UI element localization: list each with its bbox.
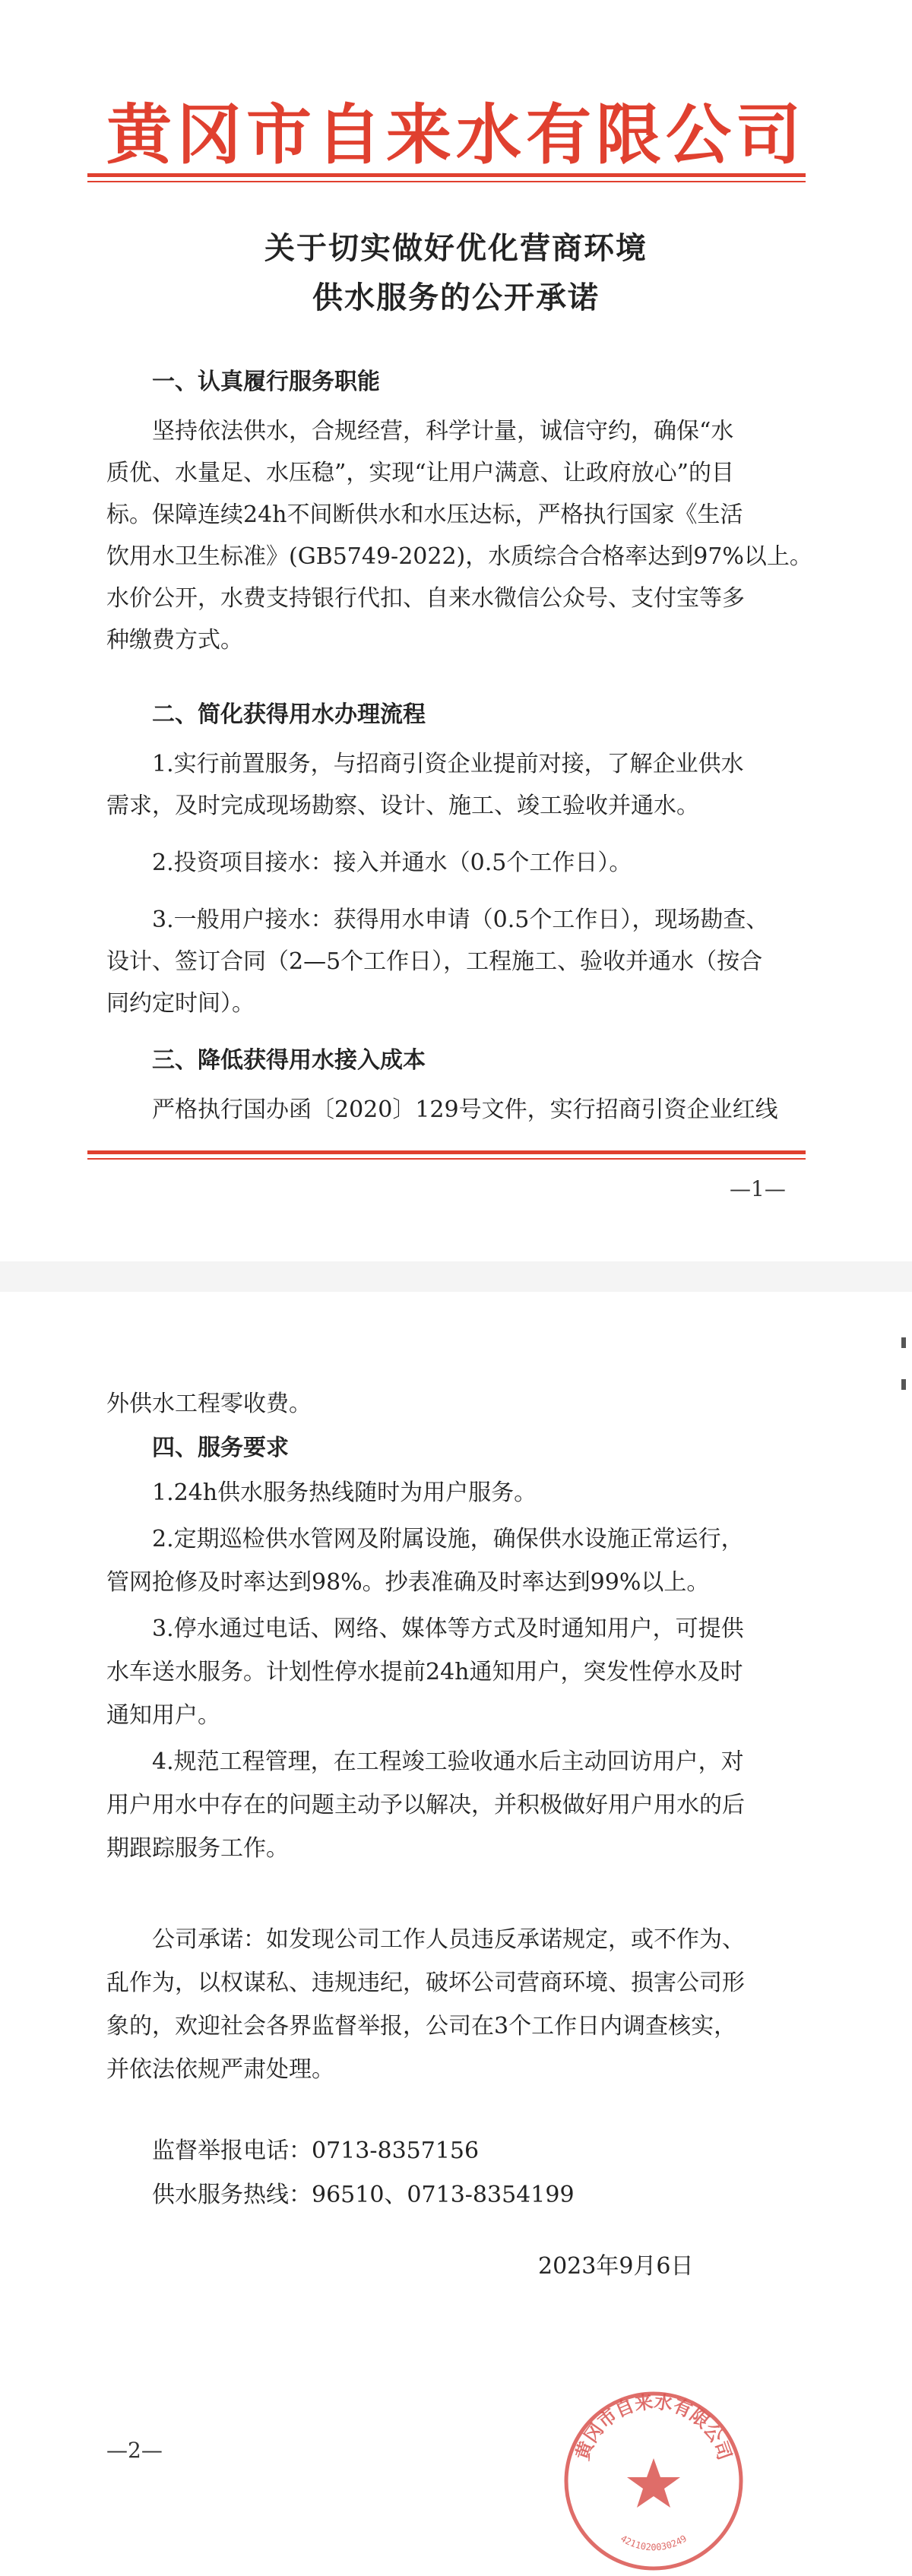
body-line: 2.投资项目接水：接入并通水（0.5个工作日）。	[152, 850, 632, 876]
commitment-line: 象的，欢迎社会各界监督举报，公司在3个工作日内调查核实，	[106, 2013, 737, 2040]
company-letterhead: 黄冈市自来水有限公司	[106, 97, 806, 173]
body-line: 水车送水服务。计划性停水提前24h通知用户，突发性停水及时	[106, 1659, 743, 1685]
body-line: 设计、签订合同（2—5个工作日），工程施工、验收并通水（按合	[106, 948, 763, 975]
document-page-1	[0, 0, 912, 1261]
commitment-line: 乱作为，以权谋私、违规违纪，破坏公司营商环境、损害公司形	[106, 1970, 745, 1996]
body-line: 4.规范工程管理，在工程竣工验收通水后主动回访用户，对	[152, 1748, 744, 1775]
scan-mark	[901, 1379, 906, 1390]
document-date: 2023年9月6日	[538, 2253, 694, 2280]
body-line: 通知用户。	[106, 1702, 220, 1729]
footer-red-line-thin	[87, 1158, 806, 1160]
body-line: 质优、水量足、水压稳”，实现“让用户满意、让政府放心”的目	[106, 460, 735, 486]
body-line: 2.定期巡检供水管网及附属设施，确保供水设施正常运行，	[152, 1526, 744, 1552]
body-line: 饮用水卫生标准》(GB5749-2022)，水质综合合格率达到97%以上。	[106, 543, 812, 570]
header-red-line	[87, 173, 806, 177]
body-line: 同约定时间）。	[106, 990, 255, 1017]
body-line: 需求，及时完成现场勘察、设计、施工、竣工验收并通水。	[106, 793, 699, 819]
header-red-line-thin	[87, 181, 806, 182]
section-heading-2: 二、简化获得用水办理流程	[152, 701, 426, 728]
body-line: 标。保障连续24h不间断供水和水压达标，严格执行国家《生活	[106, 502, 743, 528]
body-line: 期跟踪服务工作。	[106, 1835, 289, 1862]
body-line: 严格执行国办函〔2020〕129号文件，实行招商引资企业红线	[152, 1097, 778, 1123]
body-line: 管网抢修及时率达到98%。抄表准确及时率达到99%以上。	[106, 1569, 710, 1596]
svg-text:4211020030249: 4211020030249	[619, 2533, 689, 2553]
footer-red-line	[87, 1150, 806, 1154]
body-line: 3.一般用户接水：获得用水申请（0.5个工作日），现场勘查、	[152, 907, 769, 933]
page-number-1: —1—	[730, 1176, 786, 1201]
body-line: 水价公开，水费支持银行代扣、自来水微信公众号、支付宝等多	[106, 585, 745, 612]
section-heading-3: 三、降低获得用水接入成本	[152, 1047, 426, 1074]
body-line: 1.24h供水服务热线随时为用户服务。	[152, 1479, 537, 1506]
doc-title-line-2: 供水服务的公开承诺	[312, 280, 600, 315]
document-page-2	[0, 1292, 912, 2557]
body-line: 3.停水通过电话、网络、媒体等方式及时通知用户，可提供	[152, 1616, 744, 1642]
scan-mark	[901, 1337, 906, 1348]
body-line: 坚持依法供水，合规经营，科学计量，诚信守约，确保“水	[152, 418, 734, 445]
seal-star-icon	[627, 2458, 680, 2508]
body-line: 用户用水中存在的问题主动予以解决，并积极做好用户用水的后	[106, 1792, 745, 1818]
page-number-2: —2—	[106, 2438, 163, 2463]
doc-title-line-1: 关于切实做好优化营商环境	[264, 230, 648, 266]
service-hotline: 供水服务热线：96510、0713-8354199	[152, 2182, 575, 2208]
svg-text:黄冈市自来水有限公司: 黄冈市自来水有限公司	[572, 2391, 736, 2464]
report-hotline: 监督举报电话：0713-8357156	[152, 2138, 480, 2164]
body-line: 1.实行前置服务，与招商引资企业提前对接，了解企业供水	[152, 751, 744, 777]
page-gap	[0, 1261, 912, 1292]
commitment-line: 并依法依规严肃处理。	[106, 2056, 334, 2083]
body-line: 外供水工程零收费。	[106, 1391, 312, 1417]
section-heading-1: 一、认真履行服务职能	[152, 369, 380, 395]
section-heading-4: 四、服务要求	[152, 1435, 289, 1461]
body-line: 种缴费方式。	[106, 627, 243, 653]
company-seal	[559, 2386, 749, 2576]
commitment-line: 公司承诺：如发现公司工作人员违反承诺规定，或不作为、	[152, 1926, 745, 1953]
